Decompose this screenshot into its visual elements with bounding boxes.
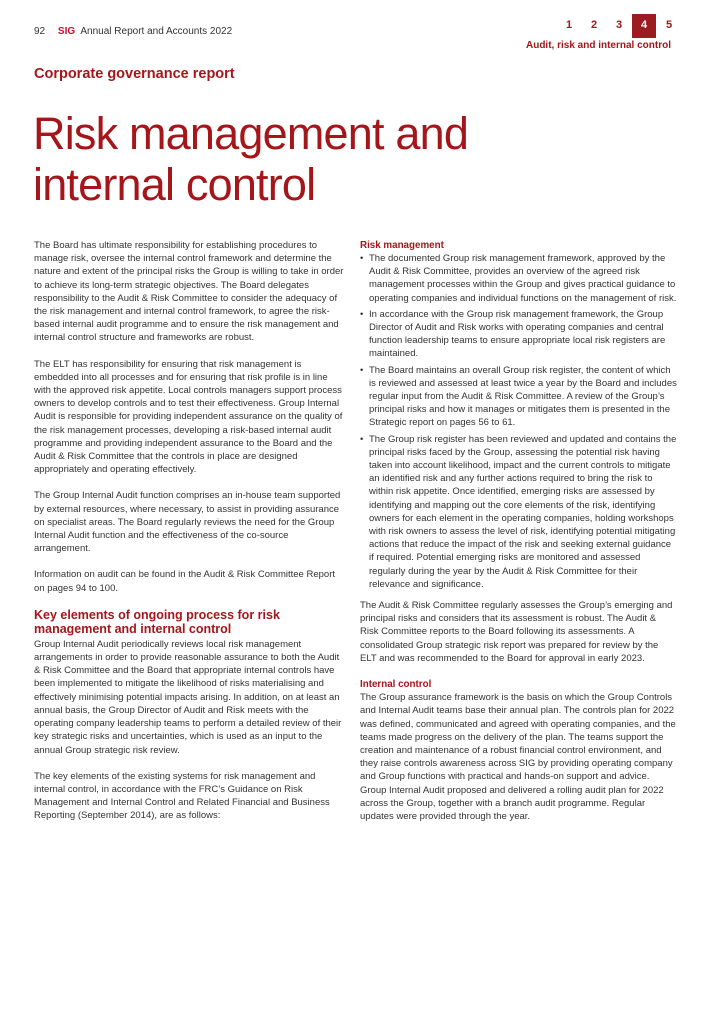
risk-management-heading: Risk management — [360, 240, 444, 251]
paragraph: Information on audit can be found in the Audit & Risk Committee Report on pages 94 to 100. — [34, 569, 335, 594]
right-column — [360, 239, 677, 836]
paragraph: The Audit & Risk Committee regularly assesses the Group’s emerging and principal risks and considers that its assessment is robust. The Audit & Risk Committee reports to the Board following its assessments. A consolidated Group strategic risk report was prepared for review by the ELT and was recommended to the Board for approval in early 2023. — [360, 600, 673, 664]
tab-1[interactable]: 1 — [565, 19, 573, 31]
report-title: Annual Report and Accounts 2022 — [80, 26, 233, 37]
section-tabs — [556, 14, 681, 38]
paragraph: The ELT has responsibility for ensuring that risk management is embedded into all processes and for ensuring that risk profile is in line with the approved risk appetite. Local controls managers support process owners to develop controls and to test their effectiveness. Group Internal Audit is responsible for providing independent assurance on the quality of the risk management processes, developing a risk-based internal audit programme and providing independent assurance to the Board and the Audit & Risk Committee that the controls in place are designed appropriately and operating effectively. — [34, 358, 343, 476]
tab-3[interactable]: 3 — [615, 19, 623, 31]
section-subheading: Key elements of ongoing process for risk management and internal control — [34, 607, 280, 636]
report-kicker: Corporate governance report — [34, 66, 235, 82]
page-number: 92 — [34, 26, 46, 37]
left-column — [34, 239, 344, 836]
running-header — [34, 26, 232, 37]
paragraph: The key elements of the existing systems for risk management and internal control, in accordance with the FRC’s Guidance on Risk Management and Internal Control and Related Financial and Business Reporting (September 2014), are as follows: — [34, 770, 330, 822]
risk-bullet-list — [360, 252, 677, 591]
list-item: • The Board maintains an overall Group risk register, the content of which is reviewed and assessed at least twice a year by the Board and includes regular input from the Audit & Risk Committee. A review of the Group’s principal risks and how it manages or mitigates them is presented in the Strategic report on pages 56 to 61. — [360, 364, 677, 430]
brand-name: SIG — [57, 26, 76, 37]
paragraph: Group Internal Audit periodically reviews local risk management arrangements in order to provide reasonable assurance to both the Audit & Risk Committee and the Board that appropriate internal controls have been implemented to mitigate the likelihood of risks materialising and effectively minimising potential impacts arising. In addition, on at least an annual basis, the Group Director of Audit and Risk meets with the operating company leadership teams to perform a detailed review of their key strategic risks and uncertainties, which is used as an input to the annual Group strategic risk review. — [34, 638, 342, 756]
tab-5[interactable]: 5 — [665, 19, 673, 31]
list-item: • The Group risk register has been reviewed and updated and contains the principal risks faced by the Group, assessing the potential risk having taken into account likelihood, impact and the current controls to mitigate an identified risk and any further actions required to bring the risk to within risk appetite. Once identified, emerging risks are assessed by identifying and mapping out the core elements of the risk, identifying owners for each element in the operating companies, holding workshops with risk owners to assess the level of risk, identifying potential mitigating actions that reduce the impact of the risk and seeking external guidance if required. Potential emerging risks are monitored and assessed regularly during the year by the Audit & Risk Committee for their relevance and significance. — [360, 433, 677, 591]
list-item: • In accordance with the Group risk management framework, the Group Director of Audit and Risk works with operating companies and central function leadership teams to ensure appropriate local risk registers are maintained. — [360, 308, 677, 361]
internal-control-heading: Internal control — [360, 679, 432, 691]
paragraph: The Group assurance framework is the basis on which the Group Controls and Internal Audit teams base their annual plan. The controls plan for 2022 was defined, communicated and agreed with operating companies, and the teams made progress on the delivery of the plan. The teams support the creation and maintenance of a robust financial control environment, and they raise controls awareness across SIG by providing operating company and Group functions with practical and hands-on support and advice. Group Internal Audit proposed and delivered a rolling audit plan for 2022 across the Group, together with a branch audit programme. Regular updates were provided through the year. — [360, 692, 676, 822]
paragraph: The Board has ultimate responsibility for establishing procedures to manage risk, oversee the internal control framework and determine the nature and extent of the principal risks the Group is willing to take in order to achieve its long-term strategic objectives. The Board delegates responsibility to the Audit & Risk Committee to consider the adequacy of the risk management and internal control framework, to agree the risk-based internal audit programme and to ensure the risk management and internal control structure and frameworks are robust. — [34, 240, 344, 344]
page-title: Risk management and internal control — [33, 108, 469, 210]
list-item: • The documented Group risk management framework, approved by the Audit & Risk Committee, provides an overview of the agreed risk management processes within the Group and gives practical guidance to operating companies and individual functions on the management of risk. — [360, 252, 677, 305]
paragraph: The Group Internal Audit function comprises an in-house team supported by external resources, where necessary, to assist in providing assurance on specialist areas. The Board regularly reviews the need for the Group Internal Audit function and the effectiveness of the co-source arrangement. — [34, 490, 341, 555]
tab-4-active[interactable]: 4 — [632, 14, 656, 38]
tab-2[interactable]: 2 — [590, 19, 598, 31]
section-label: Audit, risk and internal control — [525, 40, 671, 51]
